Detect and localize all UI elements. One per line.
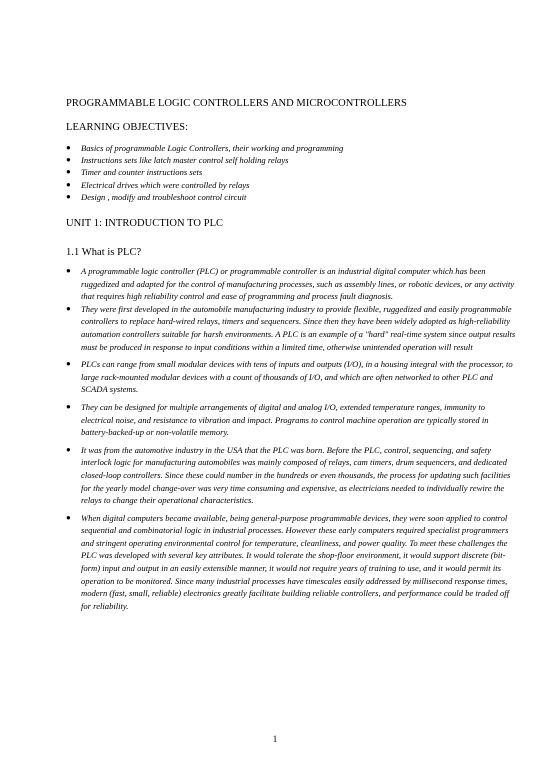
bullet-icon: ● bbox=[66, 444, 71, 454]
bullet-icon: ● bbox=[66, 359, 71, 369]
list-item: ● Instructions sets like latch master control self holding relays bbox=[66, 155, 289, 166]
bullet-icon: ● bbox=[66, 143, 71, 152]
bullet-icon: ● bbox=[66, 512, 71, 522]
bullet-icon: ● bbox=[66, 266, 71, 275]
list-item: ● Basics of programmable Logic Controllers, their working and programming bbox=[66, 143, 344, 153]
list-item: ● They can be designed for multiple arrangements of digital and analog I/O, extended temperature ranges, immunity to electrical noise, and resistance to vibration and impact. Programs to control machine operation are typically stored in battery-backed-up or non-volatile memory. bbox=[66, 401, 489, 438]
list-item: ● PLCs can range from small modular devices with tens of inputs and outputs (I/O), in a housing integral with the processor, to large rack-mounted modular devices with a count of thousands of I/O, and which are often networked to other PLC and SCADA systems. bbox=[66, 359, 513, 395]
document-title: PROGRAMMABLE LOGIC CONTROLLERS AND MICROCONTROLLERS bbox=[66, 98, 407, 109]
bullet-icon: ● bbox=[66, 167, 71, 177]
list-item: ● Electrical drives which were controlled by relays bbox=[66, 179, 250, 190]
bullet-icon: ● bbox=[66, 179, 71, 189]
list-item: ● It was from the automotive industry in the USA that the PLC was born. Before the PLC, control, sequencing, and safety interlock logic for manufacturing automobiles was mainly composed of relays, cam timers, drum sequencers, and dedicated closed-loop controllers. Since these could number in the hundreds or even thousands, the process for updating such facilities for the yearly model change-over was very time consuming and expensive, as electricians needed to individually rewire the relays to change their operational characteristics. bbox=[66, 444, 511, 506]
page-number: 1 bbox=[272, 734, 278, 744]
list-item: ● They were first developed in the automobile manufacturing industry to provide flexible, ruggedized and easily programmable controllers to replace hard-wired relays, timers and sequencers. Since then they have been widely adopted as high-reliability automation controllers suitable for harsh environments. A PLC is an example of a "hard" real-time system since output results must be produced in response to input conditions within a limited time, otherwise unintended operation will result bbox=[66, 303, 516, 352]
list-item: ● When digital computers became available, being general-purpose programmable devices, they were soon applied to control sequential and combinatorial logic in industrial processes. However these early computers required specialist programmers and stringent operating environmental control for temperature, cleanliness, and power quality. To meet these challenges the PLC was developed with several key attributes. It would tolerate the shop-floor environment, it would support discrete (bit-form) input and output in an easily extensible manner, it would not require years of training to use, and it would permit its operation to be monitored. Since many industrial processes have timescales easily addressed by millisecond response times, modern (fast, small, reliable) electronics greatly facilitate building reliable controllers, and performance could be traded off for reliability. bbox=[66, 512, 510, 611]
paragraph-list bbox=[66, 265, 516, 612]
objectives-heading: LEARNING OBJECTIVES: bbox=[66, 122, 189, 133]
bullet-icon: ● bbox=[66, 191, 71, 201]
list-item: ● Design , modify and troubleshoot control circuit bbox=[66, 191, 247, 202]
bullet-icon: ● bbox=[66, 401, 71, 411]
objectives-list bbox=[66, 142, 343, 203]
bullet-icon: ● bbox=[66, 155, 71, 165]
list-item: ● A programmable logic controller (PLC) or programmable controller is an industrial digital computer which has been ruggedized and adapted for the control of manufacturing processes, such as assembly lines, or robotic devices, or any activity that requires high reliability control and ease of programming and process fault diagnosis. bbox=[66, 266, 515, 302]
unit-heading: UNIT 1: INTRODUCTION TO PLC bbox=[66, 218, 224, 229]
list-item: ● Timer and counter instructions sets bbox=[66, 167, 203, 178]
section-heading: 1.1 What is PLC? bbox=[66, 247, 142, 258]
bullet-icon: ● bbox=[66, 303, 71, 313]
